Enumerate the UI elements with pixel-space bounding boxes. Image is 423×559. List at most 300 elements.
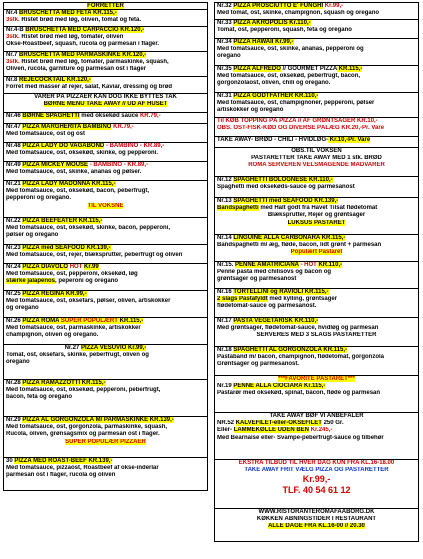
menu-text: Pastarør med oksekød, spinat, bacon, fløde og parmesan (217, 390, 381, 397)
menu-line (6, 169, 205, 176)
menu-text: Nr.21 (6, 181, 23, 187)
menu-line (6, 332, 205, 339)
menu-text: Ristet brød med løg, oliven, tomat og feta. (19, 17, 142, 24)
menu-text: gorgonzolaost, oliven, chili og oregano. (217, 80, 331, 87)
menu-text: PIZZA med SEAFOOD (22, 245, 85, 251)
menu-text: 3stk. (6, 59, 20, 66)
menu-text: PIZZA MICKEY MOUSE (22, 162, 89, 168)
menu-line (217, 198, 416, 205)
menu-line (6, 218, 205, 225)
menu-text: KR.110,- (292, 318, 319, 324)
menu-text: PIZZA GODTFATHER (233, 93, 294, 99)
menu-text: PIZZA VESUVIO (80, 345, 127, 351)
menu-text: Nr.32 (217, 3, 234, 9)
menu-text: Nr.48 (6, 143, 23, 149)
menu-text: Kr.245,- (309, 427, 333, 434)
menu-text: Populært Pastaret (290, 249, 343, 256)
menu-box (214, 261, 419, 289)
menu-text: PIZZA DIAVOLO (22, 264, 69, 270)
menu-line (217, 325, 416, 332)
menu-line (217, 276, 416, 283)
menu-text: Nr.26 (6, 318, 23, 324)
menu-text: KR.110,- (293, 93, 319, 99)
menu-text: KR.115,- (320, 235, 346, 241)
menu-box (3, 344, 208, 380)
menu-line (217, 509, 416, 516)
menu-line (6, 10, 205, 17)
menu-right-column (214, 2, 419, 542)
menu-box (3, 379, 208, 417)
menu-text: KR.20,-Pr. Vare (339, 125, 385, 132)
menu-text: Med tomatsauce, ost, champignoner, pepperoni, pølser (217, 100, 375, 107)
menu-text: FORRETTER (87, 3, 124, 9)
menu-line (217, 220, 416, 227)
menu-text: Båndspaghetti (217, 205, 259, 212)
menu-text: TAKE AWAY- BRØD - CHILI - HVIDLØG- (217, 137, 329, 143)
menu-box (3, 9, 208, 27)
menu-line (6, 150, 205, 157)
menu-text: Med tomatsauce, ost, pepperoni, oksekød, løg (6, 271, 138, 278)
menu-text: Nr.7 (6, 52, 20, 58)
menu-text: Forret med masser af rejer, salat, Kaviar, dressing og brød (6, 84, 173, 91)
menu-text: champignon, oliven og oregano. (6, 332, 99, 339)
menu-text: KR.115,- (337, 66, 363, 72)
menu-text: Med tomatsauce, ost, skinke, ananas, pepperoni og (217, 46, 364, 53)
menu-text: Okse-Roastbeef, squash, rucola og parmesan i flager. (6, 41, 160, 48)
menu-line (217, 376, 416, 383)
menu-line (6, 325, 205, 332)
menu-box (3, 76, 208, 94)
menu-box (3, 161, 208, 181)
menu-text: Nr.35 (217, 66, 234, 72)
menu-line (6, 66, 205, 73)
menu-text: BØRNE SPAGHETTI (22, 113, 80, 119)
menu-line (217, 100, 416, 107)
menu-box (214, 2, 419, 20)
menu-text: 250 Gr. (321, 420, 344, 427)
menu-text: Nr.4 (6, 10, 20, 16)
menu-text: ALLE DAGE FRA KL.16-00 // 20.30 (268, 523, 365, 530)
menu-text: Ristet brød med løg, tomater, oliven (19, 34, 124, 41)
menu-text: Rucola, oliven, grønsagsmix og parmesan ost i flager. (6, 431, 160, 438)
menu-line (217, 242, 416, 249)
menu-line (217, 20, 416, 27)
menu-line (217, 467, 416, 474)
menu-text: parmesan ost i flager, rucola og oliven (6, 472, 116, 479)
menu-box (214, 459, 419, 509)
menu-line (6, 298, 205, 305)
menu-text: ROMA SERVEREN VELSMAGENDE MADVARER (248, 162, 385, 169)
menu-text: , peperoni og oregano (55, 278, 119, 285)
menu-text: // GOURMET PIZZA (280, 66, 338, 72)
menu-line (217, 125, 416, 132)
menu-line (6, 52, 205, 59)
menu-text: Med tomatsauce, pizzaost, Roastbeef af okse-inderlår (6, 465, 159, 472)
menu-text: pepperoni og oregano. (6, 195, 72, 202)
menu-box (214, 92, 419, 118)
menu-line (6, 380, 205, 387)
menu-text: pølser og oregano (6, 232, 59, 239)
menu-line (6, 387, 205, 394)
menu-text: med Halt godt fra Havet Tilsat flødetomat (258, 205, 378, 212)
menu-box (3, 93, 208, 113)
menu-line (217, 184, 416, 191)
menu-text: Nr.49 (6, 162, 23, 168)
menu-line (6, 27, 205, 34)
menu-line (6, 472, 205, 479)
menu-text: PIZZA MED ROAST-BEEF (14, 458, 87, 464)
menu-line (217, 80, 416, 87)
menu-line (6, 431, 205, 438)
menu-text: Blæksprutter, Rejer og grøntsager (267, 212, 366, 219)
menu-line (217, 269, 416, 276)
menu-text: KR.115,- (77, 218, 103, 224)
menu-box (3, 180, 208, 218)
menu-line (217, 262, 416, 269)
menu-text: Til KØB TOPPING PÅ PIZZA // AF GRØNTSAGER (217, 118, 356, 124)
menu-text: PIZZA ALFREDO (233, 66, 281, 72)
menu-line (217, 10, 416, 17)
menu-text: BRUSCHETTA MED FETA (19, 10, 92, 16)
menu-text: Kr.99,- (323, 3, 344, 9)
menu-line (217, 148, 416, 155)
menu-text: Med tomatsauce, ost, oksekød, bacon, peberfrugt, (6, 188, 150, 195)
menu-text: OBS.TIL VOKSEN (291, 148, 342, 154)
menu-text: WWW.RISTORANTEROMAFAABORG.DK (258, 509, 375, 515)
menu-box (214, 19, 419, 39)
menu-box (3, 416, 208, 458)
menu-text: TAKE AWAY BØF VI ANBEFALER (269, 413, 364, 419)
menu-text: REJECOCKTAIL (19, 77, 66, 83)
menu-text: KR.120,- (120, 52, 147, 58)
menu-text: oregano (6, 359, 30, 366)
menu-box (214, 234, 419, 262)
menu-box (3, 290, 208, 318)
menu-text: med kylling, grøntsager (267, 296, 338, 303)
menu-text: Med grøntsager, flødetomat-sauce, hvidløg og parmesan (217, 325, 379, 332)
menu-line (217, 347, 416, 354)
menu-text: bacon, feta og oregano (6, 394, 73, 401)
menu-text: PIZZA MARGHERITA BAMBINO (22, 124, 112, 130)
menu-text: SPAGHETTI med SEAFOOD (233, 198, 313, 204)
menu-text: BØRNE MENU TAKE AWAY // UD AF HUSET (43, 101, 168, 108)
menu-text: Penne pasta med chilisovs og bacon og (217, 269, 332, 276)
menu-line (217, 39, 416, 46)
menu-text: PIZZA LADY DO VAGABOND (22, 143, 105, 149)
menu-box (214, 197, 419, 235)
menu-box (3, 217, 208, 245)
menu-line (217, 118, 416, 125)
menu-line (217, 3, 416, 10)
menu-text: PIZZA BEEFEATER (22, 218, 78, 224)
menu-text: KR.115,- (321, 347, 348, 353)
menu-line (217, 516, 416, 523)
menu-text: Med Bearnaise eller- Svampe-peberfrugt-sauce og tilbehør (217, 434, 384, 441)
menu-text: KR.10,- (355, 118, 378, 124)
menu-text: Med tomatsauce, ost og ost (6, 131, 86, 138)
menu-line (6, 352, 205, 359)
menu-text: KR.120,- (65, 77, 91, 83)
menu-line (217, 66, 416, 73)
menu-text: stærke jalapenos (6, 278, 56, 285)
menu-text: oregano (217, 53, 241, 60)
menu-box (3, 263, 208, 291)
menu-line (6, 318, 205, 325)
menu-text: TORTELLINI og RAVIOLI (233, 289, 304, 295)
menu-text: Kr.99,- (302, 474, 331, 485)
menu-text: ***FAVORITE PASTARET*** (278, 376, 355, 382)
menu-line (217, 235, 416, 242)
menu-text: PIZZA AL GORGONZOLA M/ PARMASKINKE KR.139,- (22, 417, 174, 423)
menu-box (214, 38, 419, 66)
menu-text: Med tomatsauce, ost, gorgonzola, parmaskinke, squash, (6, 424, 168, 431)
menu-text: PIZZA LADY MADONNA (22, 181, 91, 187)
menu-line (6, 188, 205, 195)
menu-line (217, 73, 416, 80)
menu-text: Nr.46 (6, 113, 23, 119)
menu-box (214, 317, 419, 347)
menu-box (3, 317, 208, 345)
menu-box (214, 117, 419, 137)
menu-box (214, 65, 419, 93)
menu-line (6, 232, 205, 239)
menu-line (217, 93, 416, 100)
menu-line (217, 354, 416, 361)
menu-box (214, 508, 419, 542)
menu-text: Kr.99,- (126, 345, 147, 351)
menu-text: PIZZA HAWAII (233, 39, 274, 45)
menu-text: KR.115,- (91, 10, 117, 16)
menu-text: Kr.10,-Pr. Vare (328, 137, 371, 143)
menu-line (6, 394, 205, 401)
menu-box (3, 51, 208, 77)
menu-line (6, 84, 205, 91)
menu-text: 3stk. (6, 34, 20, 41)
menu-text: Nr.22 (6, 218, 23, 224)
menu-text: med oksekød sauce (79, 113, 139, 119)
menu-text: grøntsager og parmesanost (217, 276, 297, 283)
menu-box (214, 176, 419, 198)
menu-text: KR.139,- (84, 245, 111, 251)
menu-text: Med tomatsauce, ost, oksekød, skinke, bacon, pepperoni, (6, 225, 171, 232)
menu-line (6, 162, 205, 169)
menu-line (217, 46, 416, 53)
menu-text: PENNE AMATRICIANA (235, 262, 299, 268)
menu-line (217, 318, 416, 325)
menu-line (6, 181, 205, 188)
menu-text: TAKE AWAY FRIT VÆLG PIZZA OG PASTARETTER (244, 467, 389, 474)
menu-text: Oliven, rucola, garniture og parmesan ost i flager (6, 66, 147, 73)
menu-line (6, 124, 205, 131)
menu-text: Nr.28 (6, 380, 23, 386)
menu-line (6, 305, 205, 312)
menu-line (6, 131, 205, 138)
menu-text: Nr.19 (217, 383, 234, 390)
menu-text: KR.110,- (318, 262, 343, 268)
menu-line (6, 465, 205, 472)
menu-text: SERVERES MED 3 SLAGS PASTARETTER (256, 332, 377, 339)
menu-box (214, 288, 419, 318)
menu-text: Nr.33 (217, 20, 234, 26)
menu-text: SUPER POPULÆR PIZZAER (65, 438, 146, 445)
menu-text: TLF. 40 54 61 12 (282, 485, 351, 496)
menu-text: KALVEFILET-eller-OKSEFILET (235, 420, 322, 427)
menu-line (6, 195, 205, 202)
menu-text: Med tomatsauce, ost, oksekød, pepperoni, peberfrugt, (6, 387, 161, 394)
menu-text: Med tomat, ost, skinke, champignon, squash og oregano (217, 10, 380, 17)
menu-text: Spaghetti med oksekøds-sauce og parmesanost (217, 184, 355, 191)
menu-left-column (3, 2, 208, 491)
menu-line (6, 59, 205, 66)
menu-line (217, 205, 416, 212)
menu-text: KR.115,- (303, 289, 329, 295)
menu-line (217, 420, 416, 427)
menu-line (217, 332, 416, 339)
menu-line (217, 53, 416, 60)
menu-text: PIZZA PROSCIUTTO E' FUNGHI (233, 3, 324, 9)
menu-line (6, 345, 205, 352)
menu-text: Nr.27 (64, 345, 81, 351)
menu-text: Eller- (217, 427, 234, 434)
menu-text: 2 slags Pastafyldt (217, 296, 268, 303)
menu-text: - BAMBINO - KR.89,- (104, 143, 165, 149)
menu-line (217, 523, 416, 530)
menu-line (6, 439, 205, 446)
menu-box (3, 142, 208, 162)
menu-text: Nr.14 (217, 235, 234, 241)
menu-text: KR.139,- (86, 458, 113, 464)
menu-text: Tomat, ost, pepperoni, squash, feta og oregano (217, 27, 352, 34)
menu-text: PIZZA RAMAZZOTTI (22, 380, 81, 386)
menu-line (217, 107, 416, 114)
menu-text: Nr.34 (217, 39, 234, 45)
menu-text: Kr.99 (84, 264, 99, 270)
menu-text: Nr.29 (6, 417, 23, 423)
menu-text: PIZZA AKROPOLIS (233, 20, 288, 26)
menu-box (3, 123, 208, 143)
menu-box (214, 375, 419, 413)
menu-line (6, 41, 205, 48)
menu-line (6, 77, 205, 84)
menu-text: Nr.17 (217, 318, 234, 324)
menu-line (217, 27, 416, 34)
menu-text: Kr.115,- (302, 383, 326, 390)
menu-text: Grøntsager og parmesanost. (217, 361, 300, 368)
menu-text: HOT (68, 264, 85, 270)
menu-text: PASTA VEGETARISK (233, 318, 293, 324)
menu-text: og oregano (6, 305, 39, 312)
menu-line (6, 417, 205, 424)
menu-line (217, 155, 416, 162)
menu-text: LINGUINE ALLA CARBONARA (233, 235, 321, 241)
menu-line (217, 383, 416, 390)
menu-text: EKSTRA TILBUD TIL HVER DAG KUN FRA KL.16-18.00 (238, 460, 395, 466)
menu-box (214, 412, 419, 460)
menu-text: SPAGHETTI AL GORGONZOLA (233, 347, 322, 353)
menu-text: KR.99,- (64, 291, 87, 297)
menu-line (217, 212, 416, 219)
menu-text: LUKSUS PASTARET (287, 219, 346, 226)
menu-line (6, 94, 205, 101)
menu-text: OBS. OST-FISK-KØD OG DIVERSE PÅLÆG (217, 125, 340, 132)
menu-box (214, 147, 419, 177)
menu-line (6, 143, 205, 150)
menu-text: Nr.23 (6, 245, 23, 251)
menu-line (6, 245, 205, 252)
menu-box (3, 457, 208, 491)
menu-text: - HOT (298, 262, 319, 268)
menu-line (217, 427, 416, 434)
menu-text: KR.115,- (117, 318, 144, 324)
menu-text: TIL VOKSNE (87, 202, 124, 209)
menu-text: Med tomatsauce, ost, skinke, ananas og pølser. (6, 169, 142, 176)
menu-text: Båndspaghetti m/ æg, fløde, bacon, lidt grønt + parmesan (217, 242, 382, 249)
menu-box (3, 244, 208, 264)
menu-line (217, 249, 416, 256)
menu-line (217, 296, 416, 303)
menu-line (6, 17, 205, 24)
menu-line (217, 162, 416, 169)
menu-line (6, 252, 205, 259)
menu-text: artiskokker og oregano (217, 107, 284, 114)
menu-text: Nr.18 (217, 347, 234, 353)
menu-text: NR.52 (217, 420, 236, 427)
menu-line (6, 359, 205, 366)
menu-line (217, 137, 416, 144)
menu-text: Nr.25 (6, 291, 23, 297)
menu-text: Med tomatsauce, ost, oksefars, pølser, oliven, artiskokker (6, 298, 171, 305)
menu-text: Med tomatsauce, ost, oksekød, skinke, og pepperoni. (6, 150, 159, 157)
menu-line (217, 177, 416, 184)
menu-text: SPAGHETTI BOLOGNESE (233, 177, 308, 183)
menu-text: KR.115,- (80, 380, 106, 386)
menu-text: PIZZA ROMA (22, 318, 60, 324)
menu-text: Kr.110,- (287, 20, 311, 26)
menu-text: SUPER POPULÆRT (59, 318, 118, 324)
menu-text: PIZZA REGINA (22, 291, 65, 297)
menu-text: Nr.15. (217, 262, 236, 268)
menu-text: LAMMEKØLLE UDEN BEN (233, 427, 310, 434)
menu-text: KR.110,- (307, 177, 333, 183)
menu-text: BRUSCHETTA MED PARMASKINKE (19, 52, 121, 58)
menu-text: BRUSCHETTA MED CARPACCIO (25, 27, 119, 33)
menu-line (6, 458, 205, 465)
menu-line (217, 460, 416, 467)
menu-line (217, 289, 416, 296)
menu-line (217, 435, 416, 442)
menu-text: KR.79,- (111, 124, 134, 130)
menu-text: Nr.31 (217, 93, 234, 99)
menu-line (6, 271, 205, 278)
menu-text: Kr.99,- (273, 39, 294, 45)
menu-line (6, 424, 205, 431)
menu-box (214, 346, 419, 376)
menu-text: Nr.8 (6, 77, 20, 83)
menu-line (6, 225, 205, 232)
menu-text: KR.79,- (138, 113, 161, 119)
menu-line (6, 113, 205, 120)
menu-text: Nr.47 (6, 124, 23, 130)
menu-text: KR.139,- (312, 198, 339, 204)
menu-box (3, 26, 208, 52)
menu-text: Med tomatsauce, ost, parmaskinke, artiskokker (6, 325, 141, 332)
menu-text: PENNE ALLA CIOCIARA (233, 383, 303, 390)
menu-text: flødetomat-sauce og parmesanost. (217, 303, 317, 310)
menu-line (217, 390, 416, 397)
menu-line (6, 278, 205, 285)
menu-text: Nr.16 (217, 289, 234, 295)
menu-line (217, 474, 416, 485)
